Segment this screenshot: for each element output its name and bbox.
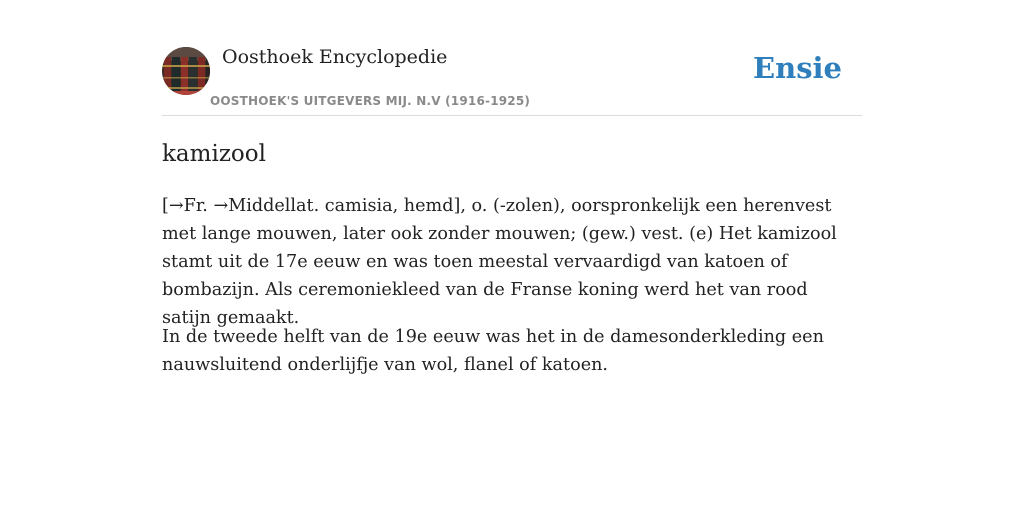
source-header [162, 0, 862, 116]
ensie-logo-link[interactable]: Ensie [753, 51, 842, 85]
entry-paragraph: [→Fr. →Middellat. camisia, hemd], o. (-zolen), oorspronkelijk een herenvest met lange mouwen, later ook zonder mouwen; (gew.) vest. (e) Het kamizool stamt uit de 17e eeuw en was toen meestal vervaardigd van katoen of bombazijn. Als ceremoniekleed van de Franse koning werd het van rood satijn gemaakt. [162, 196, 837, 328]
page-container [162, 0, 862, 375]
entry-title: kamizool [162, 141, 266, 167]
source-subtitle: OOSTHOEK'S UITGEVERS MIJ. N.V (1916-1925) [210, 94, 531, 108]
entry-paragraph: In de tweede helft van de 19e eeuw was het in de damesonderkleding een nauwsluitend onderlijfje van wol, flanel of katoen. [162, 327, 824, 375]
source-avatar[interactable] [162, 47, 210, 95]
book-spines-icon [162, 47, 210, 95]
source-title[interactable]: Oosthoek Encyclopedie [222, 46, 448, 68]
